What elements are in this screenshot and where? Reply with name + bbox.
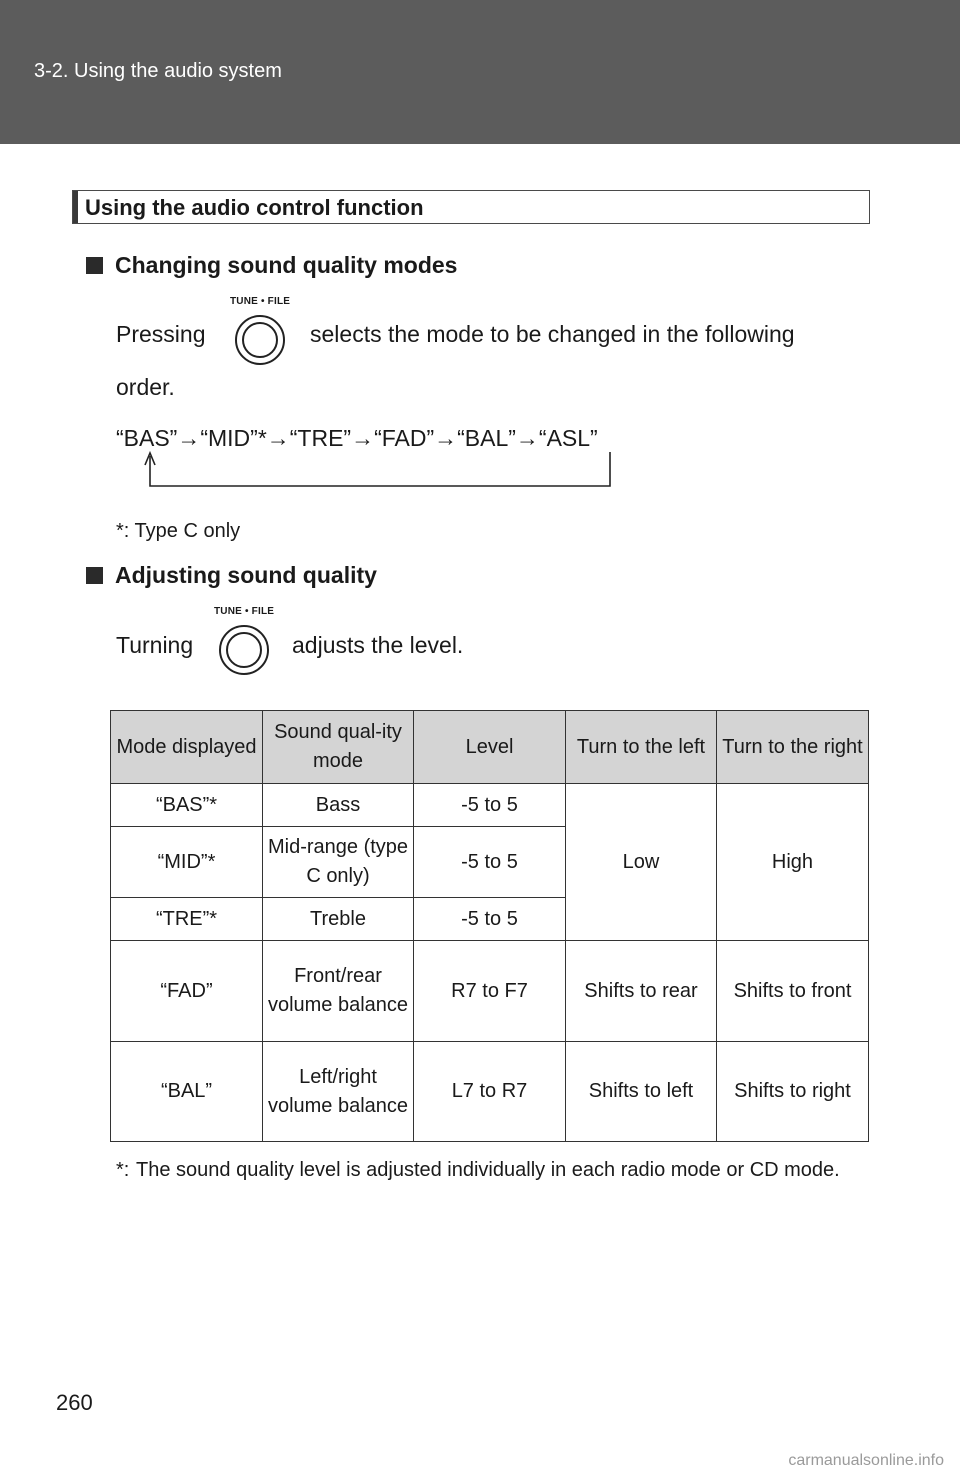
selects-text: selects the mode to be changed in the following <box>310 321 795 347</box>
row-left: Shifts to rear <box>566 941 717 1042</box>
row-level: -5 to 5 <box>414 784 566 827</box>
watermark: carmanualsonline.info <box>788 1452 944 1469</box>
knob-circle-icon <box>218 624 270 676</box>
changing-heading-text: Changing sound quality modes <box>115 252 458 278</box>
pressing-text: Pressing <box>116 321 206 347</box>
knob-circle-icon <box>234 314 286 366</box>
header-mode: Mode displayed <box>111 711 263 784</box>
row-quality: Treble <box>263 898 414 941</box>
row-quality: Mid-range (type C only) <box>263 827 414 898</box>
row-left: Shifts to left <box>566 1042 717 1142</box>
tune-file-knob-icon <box>224 296 294 372</box>
header-band <box>0 0 960 144</box>
header-level: Level <box>414 711 566 784</box>
section-breadcrumb: 3-2. Using the audio system <box>34 60 282 82</box>
page-number: 260 <box>56 1390 93 1415</box>
header-right: Turn to the right <box>717 711 869 784</box>
header-quality: Sound qual-ity mode <box>263 711 414 784</box>
square-bullet-icon <box>86 567 103 584</box>
row-mode: “BAS”* <box>111 784 263 827</box>
row-level: -5 to 5 <box>414 898 566 941</box>
footnote-mark: *: <box>116 1159 130 1181</box>
adjusting-heading <box>86 562 377 589</box>
row-mode: “BAL” <box>111 1042 263 1142</box>
table-row <box>111 941 869 1042</box>
section-title: Using the audio control function <box>85 195 424 220</box>
row-quality: Bass <box>263 784 414 827</box>
row-quality: Front/rear volume balance <box>263 941 414 1042</box>
square-bullet-icon <box>86 257 103 274</box>
type-c-note: *: Type C only <box>116 520 241 542</box>
order-text: order. <box>116 374 175 400</box>
sound-quality-table <box>110 710 869 1142</box>
knob-label: TUNE • FILE <box>214 606 275 617</box>
row-quality: Left/right volume balance <box>263 1042 414 1142</box>
row-level: -5 to 5 <box>414 827 566 898</box>
table-footnote <box>116 1156 866 1185</box>
turning-text: Turning <box>116 632 194 658</box>
merged-low: Low <box>566 784 717 941</box>
row-mode: “MID”* <box>111 827 263 898</box>
adjusting-heading-text: Adjusting sound quality <box>115 562 377 588</box>
knob-label: TUNE • FILE <box>230 296 291 307</box>
changing-heading <box>86 252 457 279</box>
loop-arrow-icon <box>138 450 618 492</box>
table-row <box>111 1042 869 1142</box>
header-left: Turn to the left <box>566 711 717 784</box>
row-right: Shifts to right <box>717 1042 869 1142</box>
table-row <box>111 784 869 827</box>
adjusts-text: adjusts the level. <box>292 632 464 658</box>
section-title-accent <box>73 191 78 223</box>
row-right: Shifts to front <box>717 941 869 1042</box>
section-title-box <box>72 190 870 224</box>
row-level: R7 to F7 <box>414 941 566 1042</box>
row-level: L7 to R7 <box>414 1042 566 1142</box>
tune-file-knob-icon <box>208 606 278 682</box>
mode-sequence: “BAS”→“MID”*→“TRE”→“FAD”→“BAL”→“ASL” <box>116 425 598 451</box>
footnote-text: The sound quality level is adjusted individually in each radio mode or CD mode. <box>136 1159 840 1181</box>
row-mode: “TRE”* <box>111 898 263 941</box>
merged-high: High <box>717 784 869 941</box>
row-mode: “FAD” <box>111 941 263 1042</box>
table-header-row <box>111 711 869 784</box>
